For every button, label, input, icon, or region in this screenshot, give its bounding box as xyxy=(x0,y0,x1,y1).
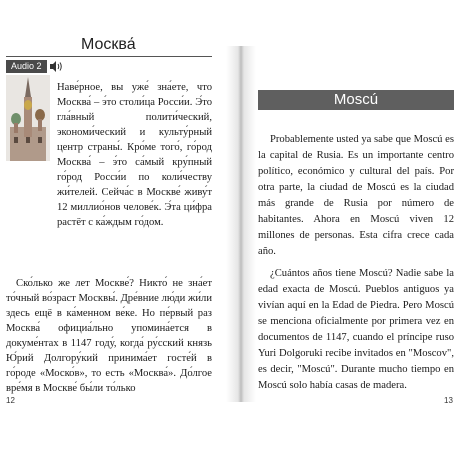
page-title-spanish: Moscú xyxy=(333,91,379,108)
saint-basil-cathedral-image xyxy=(6,75,50,161)
title-rule xyxy=(6,56,212,57)
book-gutter xyxy=(226,46,256,402)
page-number-right: 13 xyxy=(444,396,453,405)
page-number-left: 12 xyxy=(6,396,15,405)
russian-paragraph-1: Наве́рное, вы уже́ зна́ете, что Москва́ – э́то столи́ца Росси́и. Э́то гла́вный полити́ческий, экономи́ческий и культу́рный центр страны́. Кро́ме того́, го́род Москва́ – э́то са́мый кру́пный го́род Росси́и по коли́честву жи́телей. Сейча́с в Москве́ живу́т 12 миллио́нов челове́к. Э́та ци́фра растёт с ка́ждым го́дом. xyxy=(57,82,212,228)
spanish-paragraph-1: Probablemente usted ya sabe que Moscú es la capital de Rusia. Es un importante centro político, económico y cultural del país. Por otra parte, la ciudad de Moscú es la ciudad más grande de Rusia por número de habitantes. Ahora en Moscú viven 12 millones de personas. Esta cifra crece cada año. xyxy=(258,134,454,257)
audio-track-badge[interactable]: Audio 2 xyxy=(6,60,47,73)
page-title-russian: Москва́ xyxy=(81,36,136,53)
speaker-icon[interactable] xyxy=(49,60,63,73)
spanish-paragraph-2: ¿Cuántos años tiene Moscú? Nadie sabe la edad exacta de Moscú. Pueblos antiguos ya vivían aquí en la Edad de Piedra. Pero Moscú se menciona oficialmente por primera vez en documentos de 1147, cuando el príncipe ruso Yuri Dolgoruki recibe invitados en "Moscov", es decir, "Moscú". Durante mucho tiempo en Moscú solo había casas de madera. xyxy=(258,268,454,391)
russian-paragraph-2: Ско́лько же лет Москве́? Никто́ не зна́ет то́чный во́зраст Москвы́. Дре́вние лю́ди жи́ли здесь ещё в ка́менном ве́ке. Но пе́рвый раз Москва́ официа́льно упомина́ется в докуме́нтах в 1147 году́, когда́ ру́сский князь Ю́рий Долгору́кий принима́ет госте́й в го́роде «Моско́в», то есть «Москва́». До́лгое вре́мя в Москве́ бы́ли то́лько xyxy=(6,278,212,394)
